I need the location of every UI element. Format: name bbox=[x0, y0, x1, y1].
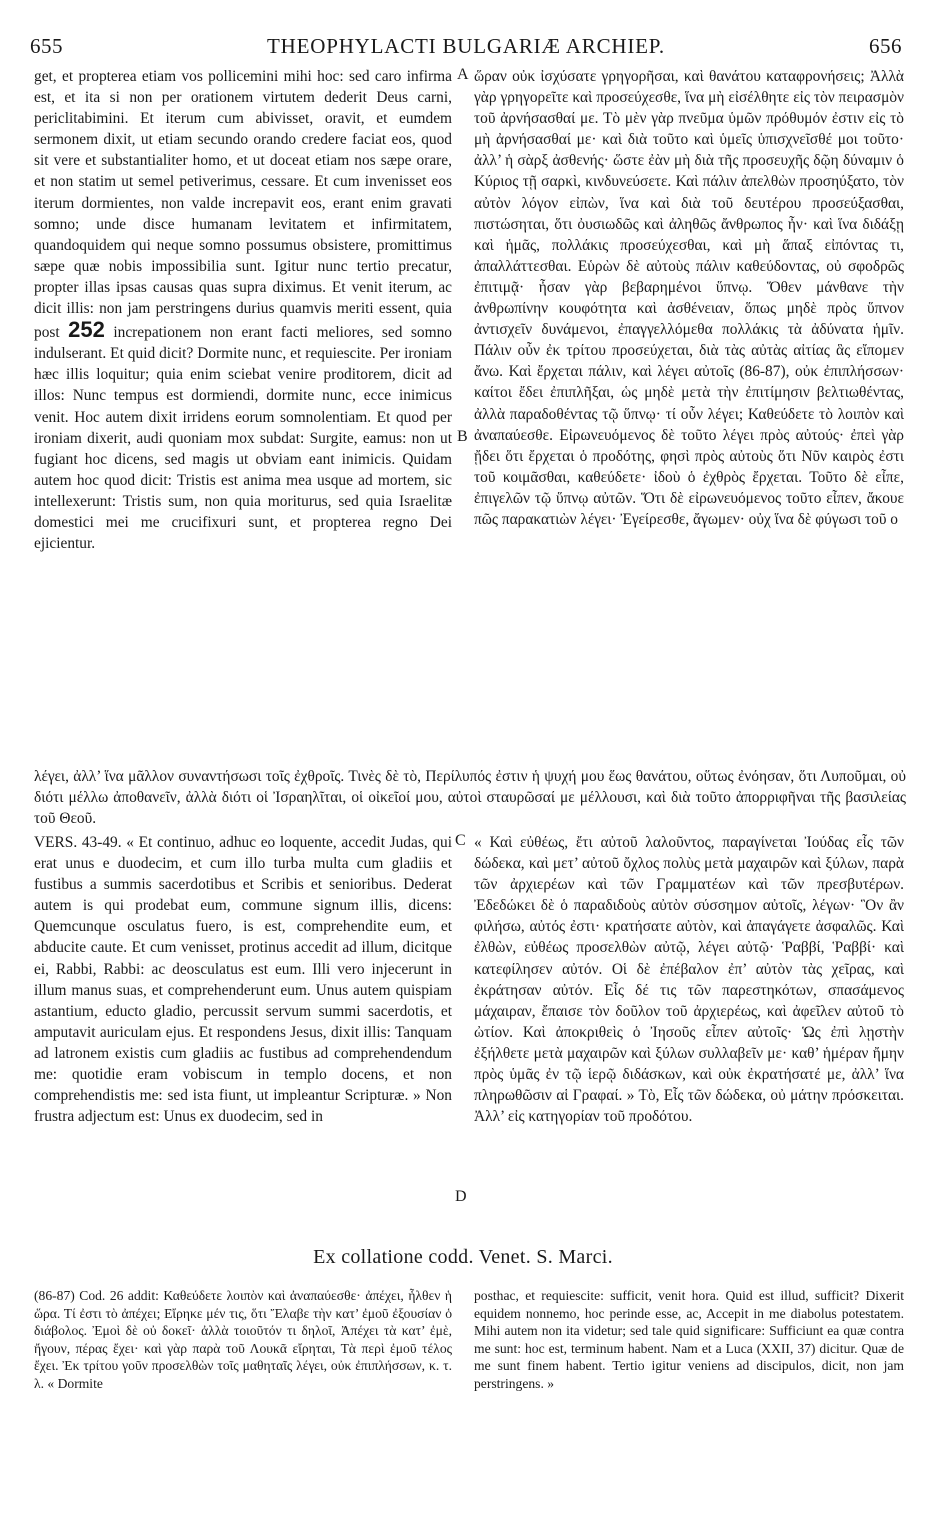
footnote-left: (86-87) Cod. 26 addit: Καθεύδετε λοιπὸν καὶ ἀναπαύεσθε· ἀπέχει, ἦλθεν ἡ ὥρα. Τί ἐστι τὸ ἀπέχει; Εἴρηκε μέν τις, ὅτι Ἔλαβε τὴν κατ’ ἐμοῦ ἐξουσίαν ὁ διάβολος. Ἐμοὶ δὲ οὐ δοκεῖ· ἀλλὰ τοιοῦτόν τι δηλοῖ, Ἀπέχει τὰ κατ’ ἐμὲ, ἤγουν, πέρας ἔχει· καὶ γὰρ παρὰ τοῦ Λουκᾶ εἴρηται, Τὰ περὶ ἐμοῦ τέλος ἔχει. Ἐκ τρίτου γοῦν προσελθὼν τοῖς μαθηταῖς λέγει, οὐκ ἐπιπλήσσων, κ. τ. λ. « Dormite bbox=[34, 1288, 452, 1391]
latin-text-after: increpationem non erant facti meliores, sed somno indulserant. Et quid dicit? Dormite nunc, et requiescite. Per ironiam hæc illis loquitur; quia enim sciebat venire proditorem, dicit ad illos: Nunc tempus est dormiendi, dormite nunc, ecce inimicus venit. Hoc autem dixit irridens eorum somnolentiam. Et quod per ironiam dixerit, audi quoniam mox subdat: Surgite, eamus: non ut fugiant hoc dicens, sed magis ut obviam eant inimicis. Quidam autem hoc quod dicit: Tristis est anima mea usque ad mortem, sic intellexerunt: Tristis sum, non quia moriturus, sed quia Israelitæ domestici mei me crucifixuri sunt, et propterea regno Dei ejicientur. bbox=[34, 324, 452, 553]
running-title: THEOPHYLACTI BULGARIÆ ARCHIEP. bbox=[267, 34, 665, 58]
running-header bbox=[30, 34, 902, 64]
greek-paragraph-top: ὥραν οὐκ ἰσχύσατε γρηγορῆσαι, καὶ θανάτου καταφρονήσεις; Ἀλλὰ γὰρ γρηγορεῖτε καὶ προσεύχεσθε, ἵνα μὴ εἰσέλθητε εἰς τὸν πειρασμὸν τοῦ ἀρνήσασθαί με. Τὸ μὲν γὰρ πνεῦμα ὑμῶν πρόθυμόν ἐστιν εἰς τὸ μὴ ἀρνήσασθαί με· καὶ διὰ τοῦτο καὶ ὑμεῖς ὑπισχνεῖσθέ μοι τοῦτο· ἀλλ’ ἡ σὰρξ ἀσθενής· ὥστε ἐὰν μὴ διὰ τῆς προσευχῆς δῷη δύναμιν ὁ Κύριος τῇ σαρκὶ, κινδυνεύσετε. Καὶ πάλιν ἀπελθὼν προσηύξατο, τὸν αὐτὸν λόγον εἰπὼν, ἵνα καὶ διὰ τοῦ δευτέρου προσεύξασθαι, πιστώσηται, ὅτι ὀυσιωδῶς καὶ ἀληθῶς ἄνθρωπος ἦν· καὶ ἵνα διδάξῃ καὶ ἡμᾶς, πολλάκις προσεύχεσθαι, καὶ μὴ ἅπαξ εἰπόντας τι, ἀπαλλάττεσθαι. Εὑρὼν δὲ αὐτοὺς πάλιν καθεύδοντας, οὐ σφοδρῶς ἐπιτιμᾷ· ἦσαν γὰρ βεβαρημένοι ὕπνῳ. Ὅθεν μάνθανε τὴν ἀνθρωπίνην κουφότητα καὶ ἀσθένειαν, ὅπως μηδὲ πρὸς ὕπνον ἀντισχεῖν δυνάμενοι, ἐπαγγελλόμεθα πολλάκις τὰ ἀδύνατα ἡμῖν. Πάλιν οὖν ἐκ τρίτου προσεύχεται, διὰ τὰς αὐτὰς αἰτίας ἃς εἴπομεν ἄνω. Καὶ ἔρχεται πάλιν, καὶ λέγει αὐτοῖς (86-87), οὐκ ἐπιπλήσσων· καίτοι ἔδει ἐπιπλῆξαι, ὡς μηδὲ μετὰ τὴν ἐπιτίμησιν βελτιωθέντας, ἀλλὰ παραδοθέντας τῷ ὕπνῳ· τί οὖν λέγει; Καθεύδετε τὸ λοιπὸν καὶ ἀναπαύεσθε. Εἰρωνευόμενος δὲ τοῦτο λέγει πρὸς αὐτούς· ἐπεὶ γὰρ ᾔδει ὅτι ἔρχεται ὁ προδότης, φησὶ πρὸς αὐτοὺς ὅτι Νῦν καιρὸς ἐστι τοῦ κοιμᾶσθαι, καθεύδετε· ἰδοὺ ὁ ἐχθρὸς ἔρχεται. Τοῦτο δὲ εἶπε, ἐπιγελῶν τῷ ὕπνῳ αὐτῶν. Ὅτι δὲ εἰρωνευόμενος τοῦτο εἶπεν, ἄκουε πῶς παρακατιὼν λέγει· Ἐγείρεσθε, ἄγωμεν· οὐχ ἵνα δὲ φύγωσι τοῦ ο bbox=[474, 68, 904, 528]
full-width-greek-text: λέγει, ἀλλ’ ἵνα μᾶλλον συναντήσωσι τοῖς ἐχθροῖς. Τινὲς δὲ τὸ, Περίλυπός ἐστιν ἡ ψυχή μου ἕως θανάτου, οὕτως ἐνόησαν, ὅτι Λυποῦμαι, οὐ διότι μέλλω ἀποθανεῖν, ἀλλὰ διότι οἱ Ἰσραηλῖται, οἱ οἰκεῖοί μου, αὐτοὶ σταυρῶσαί με μέλλουσι, καὶ διὰ τοῦτο ἀπορριφῆναι τῆς βασιλείας τοῦ Θεοῦ. bbox=[34, 768, 906, 828]
margin-marker-a: A bbox=[457, 66, 469, 83]
margin-marker-b: B bbox=[457, 428, 468, 445]
margin-marker-c: C bbox=[455, 832, 466, 849]
page-number-left: 655 bbox=[30, 34, 63, 58]
latin-paragraph-middle bbox=[34, 832, 452, 1127]
margin-marker-d: D bbox=[455, 1188, 467, 1205]
greek-column-middle bbox=[474, 832, 904, 1127]
page-number-right: 656 bbox=[869, 34, 902, 58]
verse-reference: VERS. 43-49. bbox=[34, 834, 122, 851]
latin-column-top bbox=[34, 66, 452, 554]
latin-column-middle bbox=[34, 832, 452, 1127]
footnote-right: posthac, et requiescite: sufficit, venit hora. Quid est illud, sufficit? Dixerit equidem nonnemo, hoc perinde esse, ac, Accepit in me diabolus potestatem. Mihi autem non ita videtur; sed tale quid significare: Sufficiunt ea quæ contra me sunt: hoc est, terminum habent. Nam et a Luca (XXII, 37) dicitur. Quæ de me sunt finem habent. Tertio igitur veniens ad discipulos, dicit, non jam perstringens. » bbox=[474, 1288, 904, 1391]
greek-paragraph-middle: « Καὶ εὐθέως, ἔτι αὐτοῦ λαλοῦντος, παραγίνεται Ἰούδας εἷς τῶν δώδεκα, καὶ μετ’ αὐτοῦ ὄχλος πολὺς μετὰ μαχαιρῶν καὶ ξύλων, παρὰ τῶν ἀρχιερέων καὶ τῶν Γραμματέων καὶ τῶν πρεσβυτέρων. Ἐδεδώκει δὲ ὁ παραδιδοὺς αὐτὸν σύσσημον αὐτοῖς, λέγων· Ὃν ἂν φιλήσω, αὐτός ἐστι· κρατήσατε αὐτὸν, καὶ ἀπαγάγετε ἀσφαλῶς. Καὶ ἐλθὼν, εὐθέως προσελθὼν αὐτῷ, λέγει αὐτῷ· Ῥαββί, Ῥαββί· καὶ κατεφίλησεν αὐτόν. Οἱ δὲ ἐπέβαλον ἐπ’ αὐτὸν τὰς χεῖρας, καὶ ἐκράτησαν αὐτόν. Εἷς δέ τις τῶν παρεστηκότων, σπασάμενος μάχαιραν, ἔπαισε τὸν δοῦλον τοῦ ἀρχιερέως, καὶ ἀφεῖλεν αὐτοῦ τὸ ὠτίον. Καὶ ἀποκριθεὶς ὁ Ἰησοῦς εἶπεν αὐτοῖς· Ὡς ἐπὶ λῃστὴν ἐξήλθετε μετὰ μαχαιρῶν καὶ ξύλων συλλαβεῖν με· καθ’ ἡμέραν ἤμην πρὸς ὑμᾶς ἐν τῷ ἱερῷ διδάσκων, καὶ οὐκ ἐκρατήσατέ με, ἀλλ’ ἵνα πληρωθῶσιν αἱ Γραφαί. » Τὸ, Εἷς τῶν δώδεκα, οὐ μάτην πρόσκειται. Ἀλλ’ εἰς κατηγορίαν τοῦ προδότου. bbox=[474, 834, 904, 1126]
column-number: 252 bbox=[68, 317, 105, 343]
collation-heading: Ex collatione codd. Venet. S. Marci. bbox=[313, 1246, 613, 1268]
latin-paragraph-top bbox=[34, 66, 452, 554]
latin-verse-text: « Et continuo, adhuc eo loquente, accedit Judas, qui erat unus e duodecim, et cum illo turba multa cum gladiis et fustibus a summis sacerdotibus et Scribis et senioribus. Dederat autem is qui prodebat eum, commune signum illis, dicens: Quemcunque osculatus fuero, is est, comprehendite eum, et abducite caute. Et cum venisset, protinus accedit ad illum, dicitque ei, Rabbi, Rabbi: ac deosculatus est eum. Illi vero injecerunt in illum manus suas, et comprehenderunt eum. Unus autem quispiam astantium, educto gladio, percussit servum summi sacerdotis, et amputavit auriculam ejus. Et respondens Jesus, dixit illis: Tanquam ad latronem existis cum gladiis ac fustibus ad comprehendendum me: quotidie eram vobiscum in templo docens, et non comprehendistis me: sed ista fiunt, ut impleantur Scripturæ. » Non frustra adjectum est: Unus ex duodecim, sed in bbox=[34, 834, 452, 1126]
latin-text-before: get, et propterea etiam vos pollicemini mihi hoc: sed caro infirma est, et ita si non per orationem virtutem dederit Deus carni, periclitabimini. Et iterum cum abivisset, oravit, et eumdem sermonem dixit, ut etiam secundo orando credere faciat eos, quod sit vere et substantialiter homo, et ut doceat etiam nos sæpe orare, et non statim ut semel petiverimus, cessare. Et cum invenisset eos iterum dormientes, non valde increpavit eos, erant enim gravati somno; unde disce humanam levitatem et infirmitatem, quandoquidem qui neque somno possumus obsistere, promittimus sæpe quæ nobis impossibilia sunt. Igitur nunc tertio precatur, propter illas ipsas causas quas supra diximus. Et venit iterum, ac dicit illis: non jam perstringens durius quamvis meriti essent, quia post bbox=[34, 68, 452, 342]
greek-column-top bbox=[474, 66, 904, 530]
